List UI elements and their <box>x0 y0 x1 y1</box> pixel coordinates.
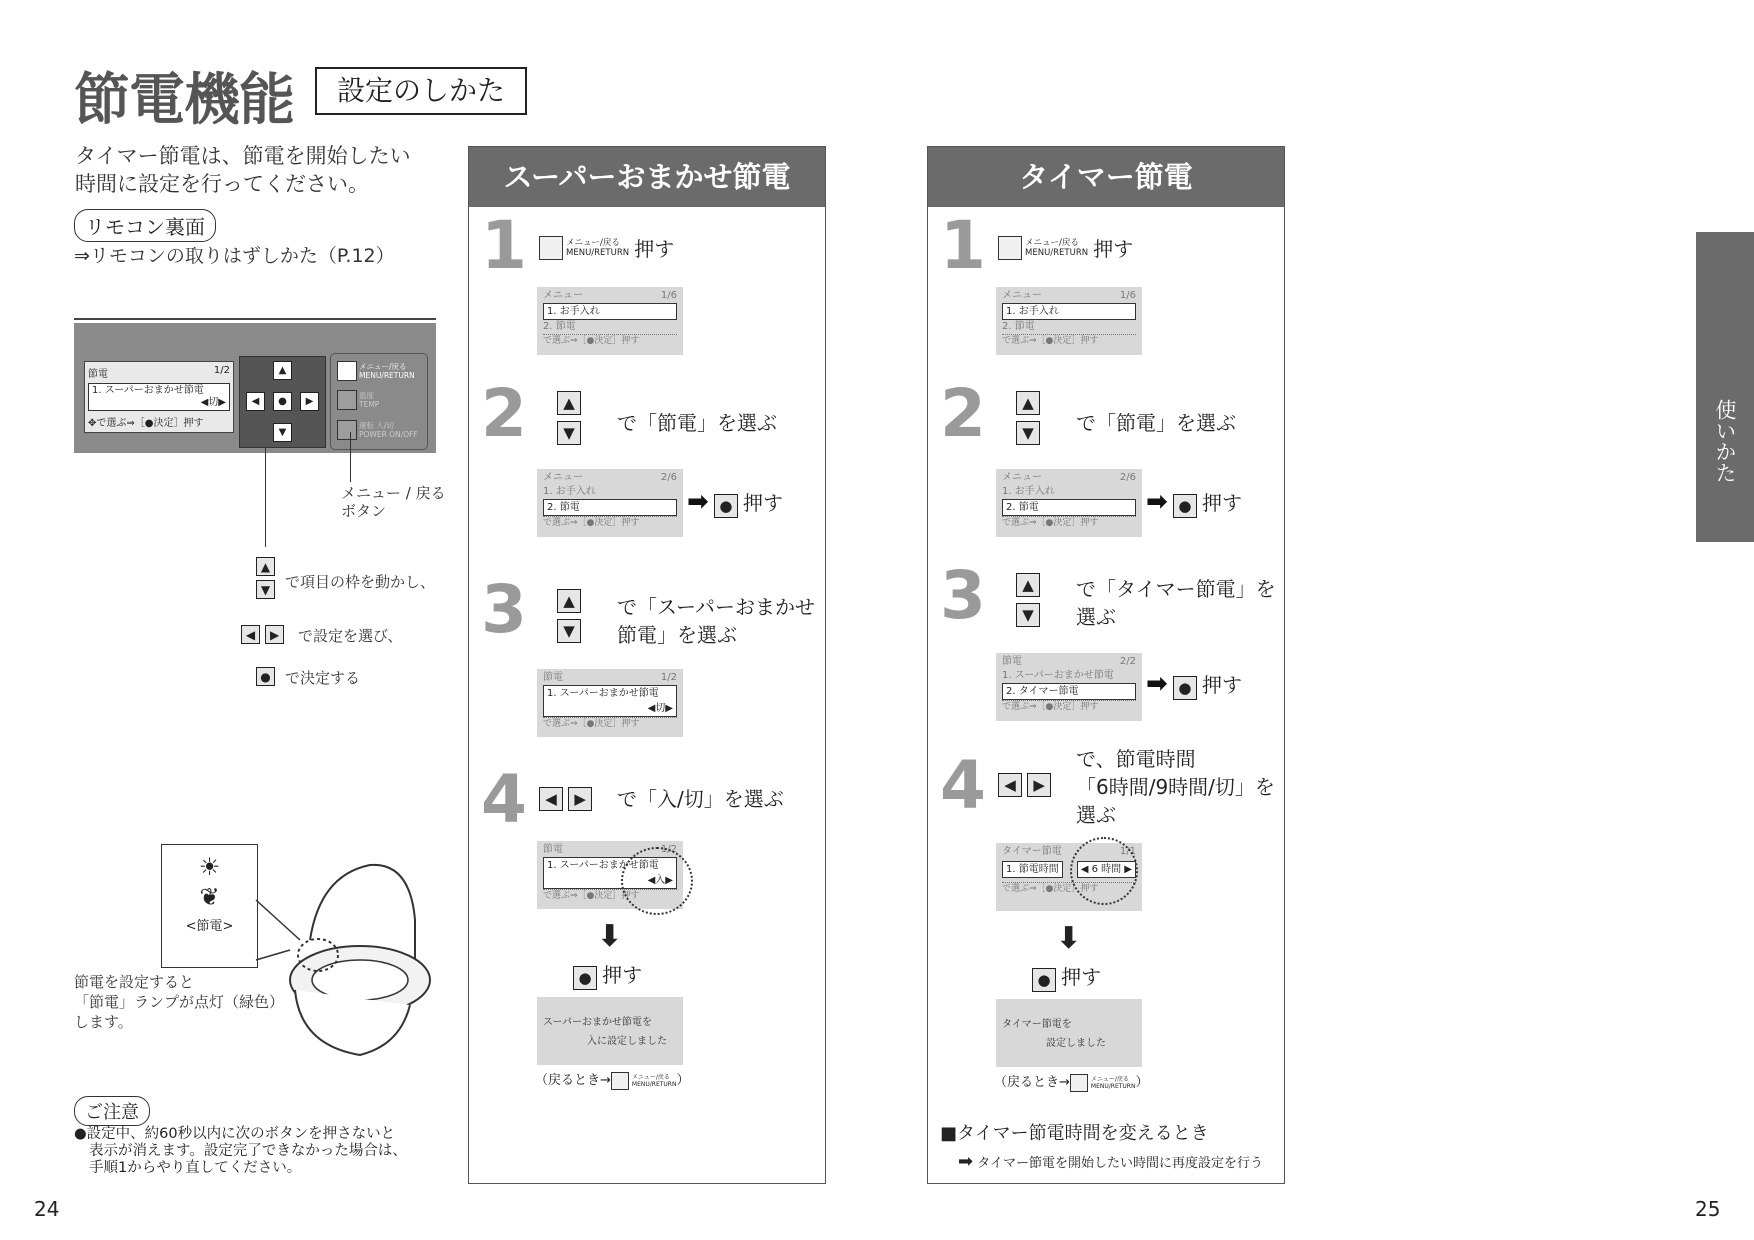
step-number: 1 <box>940 207 986 284</box>
step4-text: で、節電時間 「6時間/9時間/切」を 選ぶ <box>1076 747 1275 827</box>
lcd-setsuden-on: 節電 1/2 1. スーパーおまかせ節電 ◀入▶ で選ぶ⇒［●決定］押す <box>537 841 683 909</box>
up-key-icon: ▲ <box>1016 573 1040 597</box>
menu-button-label: メニュー/戻る MENU/RETURN <box>1025 237 1089 258</box>
step3-push: ➡ ● 押す <box>1146 669 1242 699</box>
menu-callout-line <box>350 432 351 482</box>
change-time-heading: ■タイマー節電時間を変えるとき <box>940 1123 1209 1144</box>
remote-lcd-page: 1/2 <box>213 365 230 376</box>
intro-text <box>75 142 411 198</box>
remocon-back-tag: リモコン裏面 <box>74 209 216 242</box>
leaf-icon: ❦ <box>199 883 220 911</box>
lcd-menu-1: メニュー 1/6 1. お手入れ 2. 節電 で選ぶ⇒［●決定］押す <box>996 287 1142 355</box>
side-tab[interactable]: 使いかた <box>1696 232 1754 542</box>
lcd-menu-2: メニュー 2/6 1. お手入れ 2. 節電 で選ぶ⇒［●決定］押す <box>996 469 1142 537</box>
updown-icons <box>557 391 581 445</box>
step4-push: ● 押す <box>1032 961 1101 992</box>
down-key-icon: ▼ <box>1016 421 1040 445</box>
return-hint: （戻るとき→ メニュー/戻る MENU/RETURN ） <box>994 1075 1149 1090</box>
temp-label: 温度 TEMP <box>359 391 380 409</box>
menu-button-caption: メニュー / 戻る ボタン <box>341 484 446 520</box>
timer-panel <box>927 146 1285 1184</box>
lcd-done: スーパーおまかせ節電を 入に設定しました <box>537 997 683 1065</box>
page-subtitle: 設定のしかた <box>315 67 527 115</box>
temp-button[interactable] <box>337 390 357 410</box>
center-key-icon: ● <box>573 966 597 990</box>
menu-return-label: メニュー/戻る MENU/RETURN <box>359 362 415 380</box>
center-key-icon: ● <box>714 494 738 518</box>
right-key-icon: ▶ <box>1027 773 1051 797</box>
remote-lcd-value: ◀切▶ <box>200 397 226 408</box>
highlight-circle <box>621 847 693 915</box>
super-omakase-panel <box>468 146 826 1184</box>
remote-side-buttons <box>330 353 428 450</box>
menu-button-icon <box>1070 1074 1088 1092</box>
direction-pad <box>239 356 326 448</box>
down-key-icon: ▼ <box>256 580 275 599</box>
step-number: 4 <box>481 761 527 838</box>
lamp-label: <節電> <box>185 919 234 934</box>
leftright-icons <box>998 773 1051 797</box>
up-key-icon: ▲ <box>557 391 581 415</box>
step2-push: ➡ ● 押す <box>1146 487 1242 517</box>
step2-text: で「節電」を選ぶ <box>617 411 777 435</box>
menu-return-button[interactable] <box>337 361 357 381</box>
down-key-icon: ▼ <box>1016 603 1040 627</box>
remote-lcd-selection <box>88 383 230 411</box>
step-number: 3 <box>481 571 527 648</box>
center-key-icon: ● <box>1032 968 1056 992</box>
lamp-note: 節電を設定すると 「節電」ランプが点灯（緑色） します。 <box>74 973 285 1031</box>
menu-button-icon <box>611 1072 629 1090</box>
step1-instruction <box>539 233 674 262</box>
lcd-setsuden-1: 節電 1/2 1. スーパーおまかせ節電 ◀切▶ で選ぶ⇒［●決定］押す <box>537 669 683 737</box>
step-number: 1 <box>481 207 527 284</box>
power-label: 運転 入/切 POWER ON/OFF <box>359 421 418 439</box>
up-button[interactable]: ▲ <box>273 361 292 380</box>
lcd-done: タイマー節電を 設定しました <box>996 999 1142 1067</box>
toilet-illustration <box>160 830 460 1070</box>
move-caption: で項目の枠を動かし、 <box>285 573 436 591</box>
updown-icons <box>1016 391 1040 445</box>
page-number-right: 25 <box>1695 1197 1721 1221</box>
up-key-icon: ▲ <box>557 589 581 613</box>
page-title: 節電機能 <box>74 68 294 133</box>
step3-text: で「タイマー節電」を 選ぶ <box>1076 577 1276 629</box>
intro-line: 時間に設定を行ってください。 <box>75 172 369 196</box>
step2-push: ➡ ● 押す <box>687 487 783 517</box>
step1-instruction: メニュー/戻る MENU/RETURN 押す <box>998 233 1133 262</box>
up-key-icon: ▲ <box>256 557 275 576</box>
leftright-icons <box>539 787 592 811</box>
step4-push: ● 押す <box>573 959 642 990</box>
center-key-icon: ● <box>256 667 275 686</box>
remote-lcd-item: 1. スーパーおまかせ節電 <box>92 385 204 396</box>
lcd-timer-hours: タイマー節電 1/1 1. 節電時間 ◀ 6 時間 ▶ で選ぶ⇒［●決定］押す <box>996 843 1142 911</box>
decide-caption: で決定する <box>285 669 361 687</box>
step-number: 2 <box>481 375 527 452</box>
sun-icon: ☀ <box>198 853 221 881</box>
step-number: 2 <box>940 375 986 452</box>
lcd-setsuden-2: 節電 2/2 1. スーパーおまかせ節電 2. タイマー節電 で選ぶ⇒［●決定］押す <box>996 653 1142 721</box>
down-button[interactable]: ▼ <box>273 423 292 442</box>
step3-text: で「スーパーおまかせ 節電」を選ぶ <box>617 595 815 647</box>
right-arrow-icon: ➡ <box>1146 669 1168 699</box>
center-key <box>256 666 275 686</box>
right-key-icon: ▶ <box>265 625 284 644</box>
up-key-icon: ▲ <box>1016 391 1040 415</box>
right-button[interactable]: ▶ <box>300 392 319 411</box>
updown-icons <box>557 589 581 643</box>
left-right-keys <box>241 624 284 644</box>
lcd-menu-2: メニュー 2/6 1. お手入れ 2. 節電 で選ぶ⇒［●決定］押す <box>537 469 683 537</box>
return-hint: （戻るとき→ メニュー/戻る MENU/RETURN ） <box>535 1073 690 1088</box>
down-key-icon: ▼ <box>557 421 581 445</box>
step2-text: で「節電」を選ぶ <box>1076 411 1236 435</box>
remote-control-illustration <box>74 323 436 453</box>
timer-panel-heading: タイマー節電 <box>928 147 1284 207</box>
super-panel-heading: スーパーおまかせ節電 <box>469 147 825 207</box>
left-button[interactable]: ◀ <box>246 392 265 411</box>
center-key-icon: ● <box>1173 676 1197 700</box>
left-key-icon: ◀ <box>539 787 563 811</box>
remote-lcd <box>84 361 234 433</box>
down-arrow-icon: ⬇ <box>1056 921 1082 956</box>
select-caption: で設定を選び、 <box>298 627 403 645</box>
right-key-icon: ▶ <box>568 787 592 811</box>
up-down-keys <box>256 556 275 599</box>
menu-button-icon <box>539 236 563 260</box>
caution-text: ●設定中、約60秒以内に次のボタンを押さないと 表示が消えます。設定完了できなかった場合は、 手順1からやり直してください。 <box>74 1126 407 1176</box>
right-arrow-icon: ➡ <box>1146 487 1168 517</box>
step4-text: で「入/切」を選ぶ <box>617 787 784 811</box>
push-text: 押す <box>634 237 675 261</box>
lcd-selected-row: 1. お手入れ <box>543 303 677 320</box>
step-number: 3 <box>940 557 986 634</box>
right-arrow-icon: ➡ <box>958 1151 974 1172</box>
dpad-icon: ✥ <box>88 418 97 429</box>
right-arrow-icon: ➡ <box>687 487 709 517</box>
menu-button-icon <box>998 236 1022 260</box>
left-key-icon: ◀ <box>998 773 1022 797</box>
updown-icons <box>1016 573 1040 627</box>
center-key-icon: ● <box>1173 494 1197 518</box>
left-key-icon: ◀ <box>241 625 260 644</box>
power-button[interactable] <box>337 420 357 440</box>
remote-lcd-footer: で選ぶ⇒［●決定］押す <box>96 418 204 429</box>
lcd-menu-1: メニュー 1/6 1. お手入れ 2. 節電 で選ぶ⇒［●決定］押す <box>537 287 683 355</box>
change-time-note: ➡ タイマー節電を開始したい時間に再度設定を行う <box>958 1151 1263 1172</box>
highlight-circle <box>1070 837 1138 905</box>
step-number: 4 <box>940 747 986 824</box>
remocon-reference-link[interactable]: ⇒リモコンの取りはずしかた（P.12） <box>74 245 395 267</box>
intro-line: タイマー節電は、節電を開始したい <box>75 144 411 168</box>
caution-tag: ご注意 <box>74 1096 150 1126</box>
down-arrow-icon: ⬇ <box>597 919 623 954</box>
down-key-icon: ▼ <box>557 619 581 643</box>
center-button[interactable]: ● <box>273 392 292 411</box>
menu-button-label: メニュー/戻る MENU/RETURN <box>566 237 630 258</box>
pad-callout-line <box>265 447 266 547</box>
page-number-left: 24 <box>34 1197 60 1221</box>
remote-lcd-title: 節電 <box>88 369 108 380</box>
